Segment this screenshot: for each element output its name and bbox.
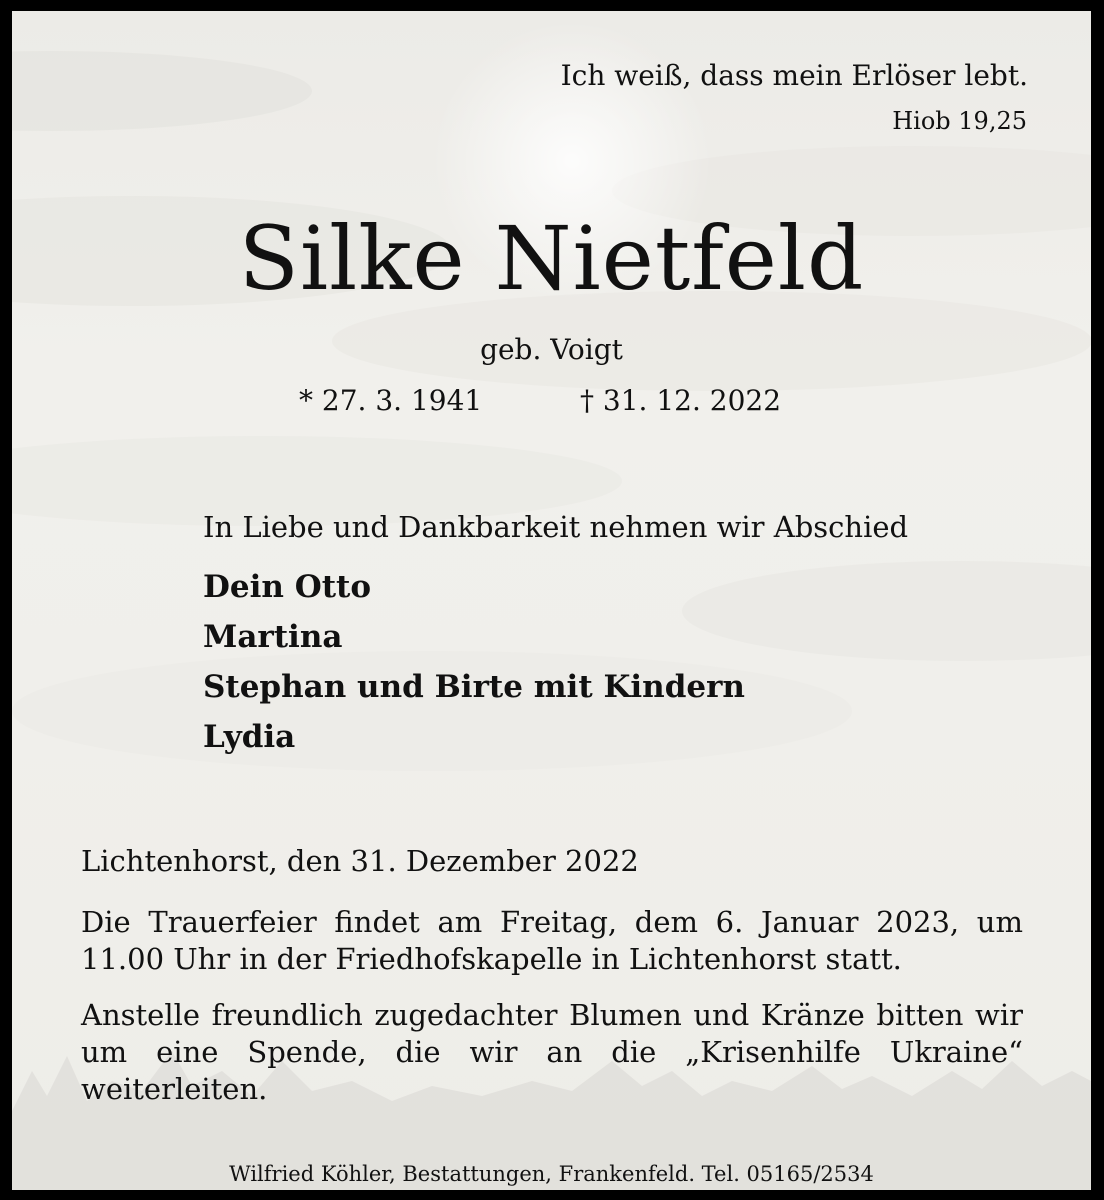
mourner-name: Stephan und Birte mit Kindern	[203, 669, 745, 705]
place-and-date: Lichtenhorst, den 31. Dezember 2022	[81, 844, 639, 878]
birth-date: * 27. 3. 1941	[299, 384, 483, 417]
deceased-name: Silke Nietfeld	[238, 207, 865, 310]
donation-request: Anstelle freundlich zugedachter Blumen und Kränze bitten wir um eine Spende, die wir an die „Krisenhilfe Ukraine“ weiterleiten.	[81, 998, 1023, 1106]
death-date: † 31. 12. 2022	[580, 384, 782, 417]
mourners-list	[203, 565, 745, 765]
farewell-intro: In Liebe und Dankbarkeit nehmen wir Abschied	[203, 510, 909, 544]
maiden-name: geb. Voigt	[480, 333, 623, 366]
mourner-name: Dein Otto	[203, 569, 372, 605]
obituary-content	[12, 11, 1091, 1190]
mourner-name: Lydia	[203, 719, 296, 755]
funeral-service-notice: Die Trauerfeier findet am Freitag, dem 6. Januar 2023, um 11.00 Uhr in der Friedhofskapelle in Lichtenhorst statt.	[81, 905, 1023, 976]
bible-verse: Ich weiß, dass mein Erlöser lebt.	[560, 59, 1028, 92]
undertaker-footer: Wilfried Köhler, Bestattungen, Frankenfeld. Tel. 05165/2534	[229, 1162, 874, 1186]
verse-reference: Hiob 19,25	[892, 107, 1027, 135]
mourner-name: Martina	[203, 619, 343, 655]
